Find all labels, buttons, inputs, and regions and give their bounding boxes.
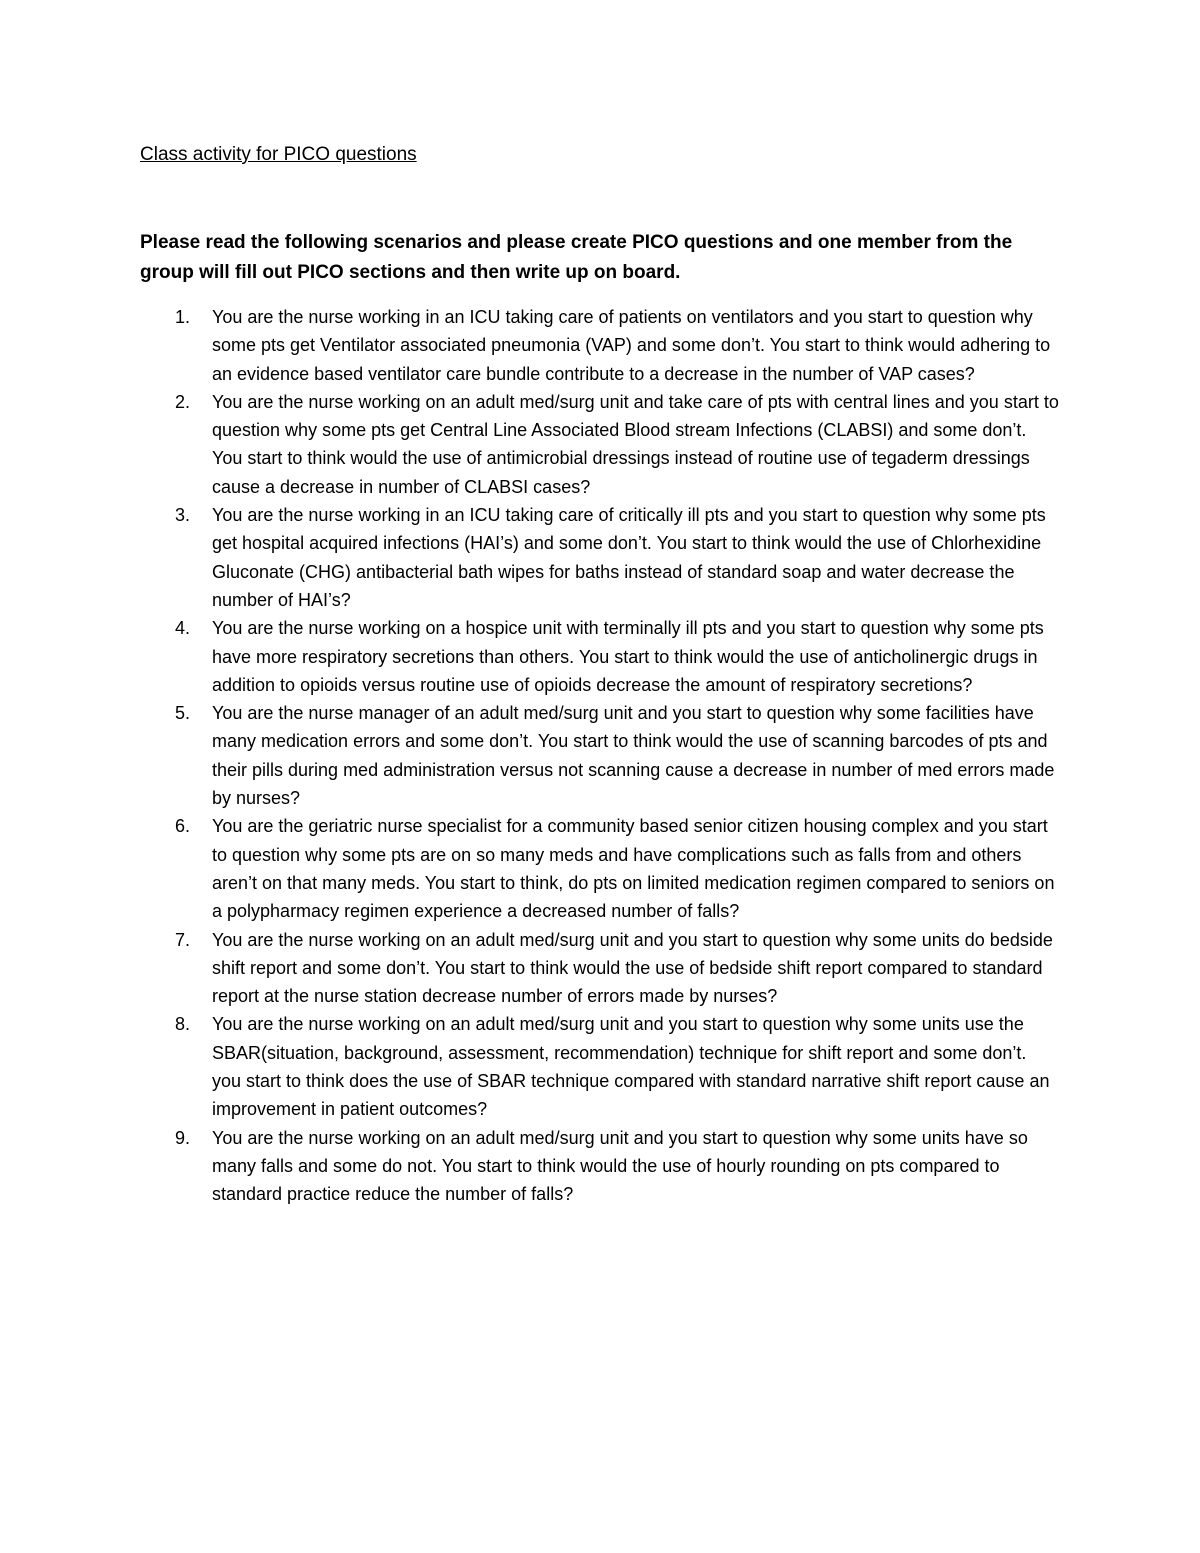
scenario-number: 3. [175,505,191,526]
scenario-text: You are the nurse working on an adult med/surg unit and you start to question why some units do bedside shift report and some don’t. You start to think would the use of bedside shift report compared to standard report at the nurse station decrease number of errors made by nurses? [212,929,1053,1007]
scenario-item-5 [140,699,1060,812]
scenario-number: 7. [175,929,191,950]
instructions-paragraph: Please read the following scenarios and please create PICO questions and one member from the group will fill out PICO sections and then write up on board. [140,232,1013,283]
scenario-item-7 [140,926,1060,1011]
scenario-text: You are the nurse working in an ICU taking care of critically ill pts and you start to question why some pts get hospital acquired infections (HAI’s) and some don’t. You start to think would the use of Chlorhexidine Gluconate (CHG) antibacterial bath wipes for baths instead of standard soap and water decrease the number of HAI’s? [212,505,1046,610]
scenario-number: 5. [175,703,191,724]
scenario-number: 6. [175,816,191,837]
scenario-item-9 [140,1124,1060,1209]
scenario-text: You are the nurse working in an ICU taking care of patients on ventilators and you start to question why some pts get Ventilator associated pneumonia (VAP) and some don’t. You start to think would adhering to an evidence based ventilator care bundle contribute to a decrease in the number of VAP cases? [212,307,1051,384]
scenario-number: 8. [175,1014,191,1035]
scenario-item-4 [140,614,1060,699]
scenario-item-1 [140,303,1060,388]
scenario-number: 2. [175,391,191,412]
scenario-text: You are the nurse working on an adult med/surg unit and you start to question why some units use the SBAR(situation, background, assessment, recommendation) technique for shift report and some don’t. you start to think does the use of SBAR technique compared with standard narrative shift report cause an improvement in patient outcomes? [212,1014,1050,1120]
scenario-text: You are the geriatric nurse specialist for a community based senior citizen housing complex and you start to question why some pts are on so many meds and have complications such as falls from and others aren’t on that many meds. You start to think, do pts on limited medication regimen compared to seniors on a polypharmacy regimen experience a decreased number of falls? [212,816,1055,922]
document-title: Class activity for PICO questions [140,144,417,165]
scenario-text: You are the nurse working on an adult med/surg unit and you start to question why some units have so many falls and some do not. You start to think would the use of hourly rounding on pts compared to standard practice reduce the number of falls? [212,1127,1028,1205]
scenario-item-3 [140,501,1060,614]
scenario-number: 9. [175,1127,191,1148]
scenario-number: 1. [175,307,191,327]
scenario-item-6 [140,812,1060,925]
scenario-number: 4. [175,618,191,639]
scenario-text: You are the nurse manager of an adult med/surg unit and you start to question why some facilities have many medication errors and some don’t. You start to think would the use of scanning barcodes of pts and their pills during med administration versus not scanning cause a decrease in number of med errors made by nurses? [212,703,1055,809]
scenario-text: You are the nurse working on an adult med/surg unit and take care of pts with central lines and you start to question why some pts get Central Line Associated Blood stream Infections (CLABSI) and some don’t. You start to think would the use of antimicrobial dressings instead of routine use of tegaderm dressings cause a decrease in number of CLABSI cases? [212,391,1059,497]
scenario-item-2 [140,388,1060,501]
scenario-item-8 [140,1010,1060,1123]
scenario-list [140,303,1060,1209]
scenario-text: You are the nurse working on a hospice unit with terminally ill pts and you start to question why some pts have more respiratory secretions than others. You start to think would the use of anticholinergic drugs in addition to opioids versus routine use of opioids decrease the amount of respiratory secretions? [212,618,1044,695]
